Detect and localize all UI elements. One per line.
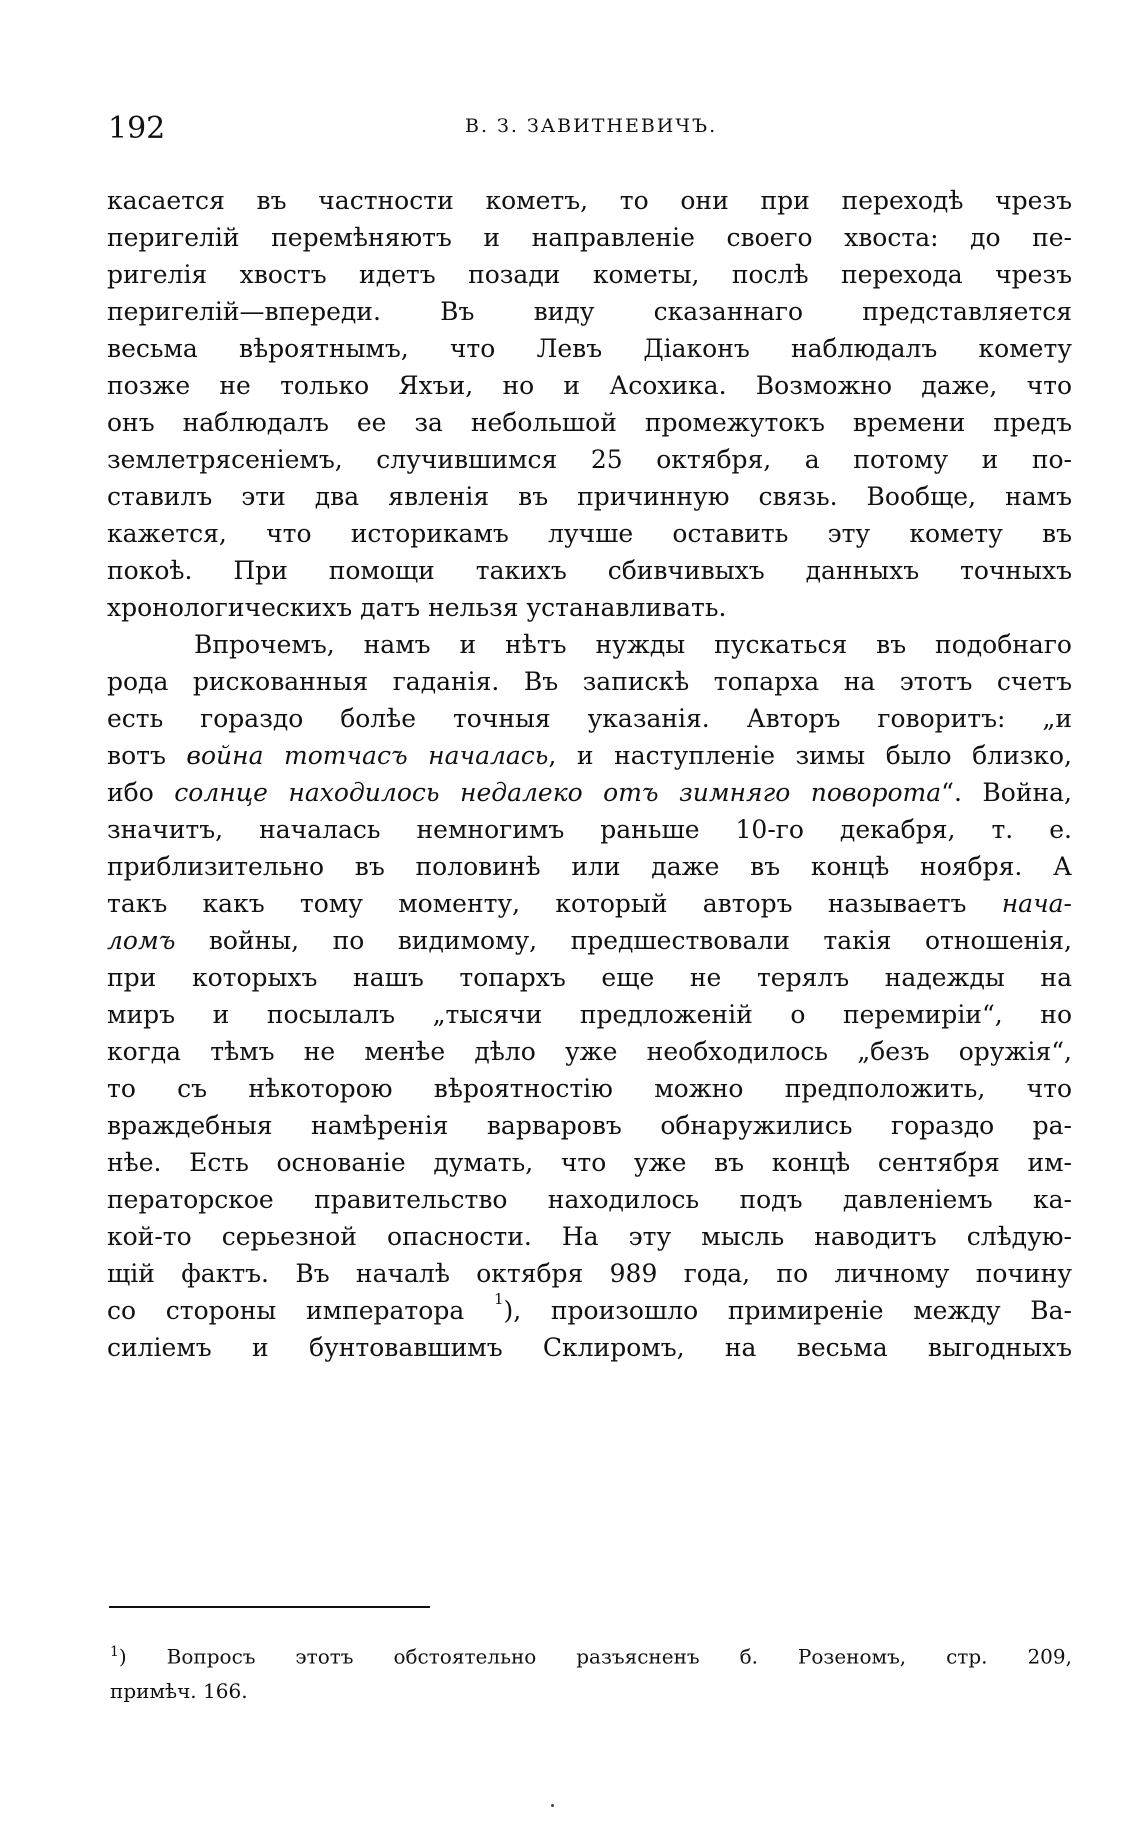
text-line: онъ наблюдалъ ее за небольшой промежутокъ времени предъ (107, 408, 1072, 437)
text-line: кой-то серьезной опасности. На эту мысль наводитъ слѣдую- (107, 1222, 1072, 1251)
text-line: есть гораздо болѣе точныя указанія. Авторъ говоритъ: „и (107, 704, 1072, 733)
text-span: , и наступленіе зимы было близко, (548, 741, 1072, 770)
print-speck (551, 1804, 554, 1807)
text-line: покоѣ. При помощи такихъ сбивчивыхъ данныхъ точныхъ (107, 556, 1072, 585)
text-line: перигелій—впереди. Въ виду сказаннаго представляется (107, 297, 1072, 326)
text-span: вотъ (107, 741, 187, 770)
italic-quote: война тотчасъ началась (186, 741, 549, 770)
footnote-line (110, 1635, 1072, 1674)
text-line: силіемъ и бунтовавшимъ Склиромъ, на весьма выгодныхъ (107, 1333, 1072, 1362)
text-line: нѣе. Есть основаніе думать, что уже въ концѣ сентября им- (107, 1148, 1072, 1177)
footnote (110, 1635, 1072, 1708)
text-line (107, 737, 1072, 774)
text-line: перигелій перемѣняютъ и направленіе своего хвоста: до пе- (107, 223, 1072, 252)
text-line: приблизительно въ половинѣ или даже въ концѣ ноября. А (107, 852, 1072, 881)
text-line: ставилъ эти два явленія въ причинную связь. Вообще, намъ (107, 482, 1072, 511)
footnote-reference: 1 (493, 1290, 504, 1308)
footnote-text: ) Вопросъ этотъ обстоятельно разъясненъ б. Розеномъ, стр. 209, (118, 1644, 1072, 1669)
footnote-mark: 1 (110, 1644, 119, 1660)
page-number: 192 (108, 111, 166, 146)
text-line: весьма вѣроятнымъ, что Левъ Діаконъ наблюдалъ комету (107, 334, 1072, 363)
body-text (107, 182, 1072, 1582)
footnote-line: примѣч. 166. (110, 1678, 248, 1703)
text-line: миръ и посылалъ „тысячи предложеній о перемиріи“, но (107, 1000, 1072, 1029)
text-span: со стороны императора (107, 1296, 494, 1325)
text-span: ибо (107, 778, 175, 807)
text-span: ), произошло примиреніе между Ва- (503, 1296, 1073, 1325)
text-line: при которыхъ нашъ топархъ еще не терялъ надежды на (107, 963, 1072, 992)
footnote-divider (109, 1606, 430, 1608)
paragraph-first-line: Впрочемъ, намъ и нѣтъ нужды пускаться въ подобнаго (194, 630, 1072, 659)
text-line: позже не только Яхъи, но и Асохика. Возможно даже, что (107, 371, 1072, 400)
text-line: когда тѣмъ не менѣе дѣло уже необходилось „безъ оружія“, (107, 1037, 1072, 1066)
text-line: ператорское правительство находилось подъ давленіемъ ка- (107, 1185, 1072, 1214)
page-header (108, 111, 1078, 151)
italic-quote: солнце находилось недалеко отъ зимняго поворота (174, 778, 942, 807)
text-line (107, 922, 1072, 959)
text-line (107, 885, 1072, 922)
text-line: кажется, что историкамъ лучше оставить эту комету въ (107, 519, 1072, 548)
text-line: враждебныя намѣренія варваровъ обнаружились гораздо ра- (107, 1111, 1072, 1140)
running-head: В. З. ЗАВИТНЕВИЧЪ. (465, 115, 718, 137)
text-line: рода рискованныя гаданія. Въ запискѣ топарха на этотъ счетъ (107, 667, 1072, 696)
italic-term: ломъ (107, 926, 176, 955)
text-line: землетрясеніемъ, случившимся 25 октября, а потому и по- (107, 445, 1072, 474)
italic-term: нача- (1001, 889, 1072, 918)
text-line: щій фактъ. Въ началѣ октября 989 года, по личному почину (107, 1259, 1072, 1288)
text-line (107, 1292, 1072, 1329)
text-span: “. Война, (941, 778, 1072, 807)
text-line: то съ нѣкоторою вѣроятностію можно предположить, что (107, 1074, 1072, 1103)
text-line: хронологическихъ датъ нельзя устанавливать. (107, 593, 727, 622)
text-span: такъ какъ тому моменту, который авторъ называетъ (107, 889, 1002, 918)
text-line (107, 774, 1072, 811)
text-line: ригелія хвостъ идетъ позади кометы, послѣ перехода чрезъ (107, 260, 1072, 289)
text-span: войны, по видимому, предшествовали такія отношенія, (175, 926, 1072, 955)
text-line: значитъ, началась немногимъ раньше 10-го декабря, т. е. (107, 815, 1072, 844)
text-line: касается въ частности кометъ, то они при переходѣ чрезъ (107, 186, 1072, 215)
